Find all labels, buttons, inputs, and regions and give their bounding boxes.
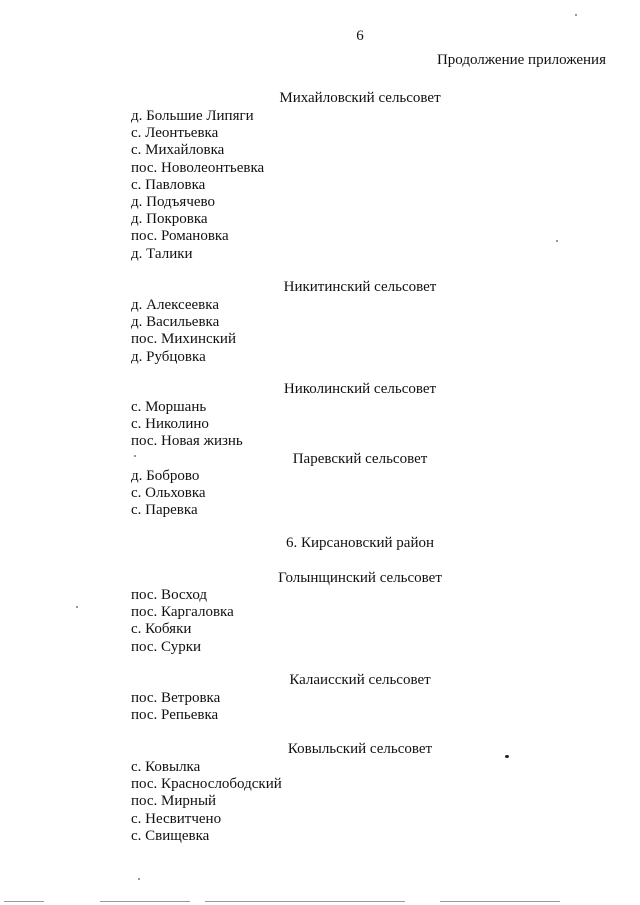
list-item: пос. Репьевка [131, 707, 219, 724]
settlement-list-nikitinsky [131, 297, 236, 366]
list-item: с. Михайловка [131, 142, 225, 159]
list-item: с. Леонтьевка [131, 125, 219, 142]
section-heading-parevsky: Паревский сельсовет [292, 451, 428, 467]
settlement-list-mikhailovsky [131, 108, 264, 263]
list-item: пос. Восход [131, 587, 208, 603]
settlement-list-parevsky [131, 468, 206, 520]
list-item: д. Большие Липяги [131, 108, 254, 124]
list-item: д. Покровка [131, 211, 208, 228]
settlement-list-kalaissky [131, 690, 220, 724]
list-item: пос. Михинский [131, 331, 236, 348]
list-item: д. Талики [131, 245, 193, 262]
list-item: пос. Мирный [131, 793, 217, 810]
settlement-list-kovylsky [131, 759, 282, 845]
scan-speck [134, 455, 136, 457]
list-item: с. Моршань [131, 399, 207, 415]
section-heading-kovylsky: Ковыльский сельсовет [287, 741, 433, 757]
list-item: д. Боброво [131, 468, 200, 484]
section-heading-kalaissky: Калаисский сельсовет [289, 672, 431, 688]
list-item: пос. Новолеонтьевка [131, 159, 265, 176]
settlement-list-golynshchinsky [131, 587, 234, 656]
section-heading-mikhailovsky: Михайловский сельсовет [279, 90, 441, 106]
settlement-list-nikolinsky [131, 399, 243, 451]
list-item: пос. Ветровка [131, 690, 221, 706]
list-item: с. Ковылка [131, 759, 201, 775]
scan-edge-line [4, 901, 44, 902]
section-heading-nikitinsky: Никитинский сельсовет [283, 279, 437, 295]
scan-edge-line [440, 901, 560, 902]
list-item: с. Несвитчено [131, 810, 222, 827]
list-item: с. Кобяки [131, 621, 192, 638]
list-item: с. Паревка [131, 502, 198, 519]
scan-speck [76, 606, 78, 608]
page-number: 6 [356, 28, 364, 44]
list-item: с. Свищевка [131, 827, 210, 844]
list-item: пос. Сурки [131, 638, 202, 655]
scan-speck [138, 878, 140, 880]
list-item: д. Алексеевка [131, 297, 219, 313]
scan-speck [505, 755, 509, 758]
scan-speck [556, 240, 558, 242]
section-heading-golynshchinsky: Голынщинский сельсовет [278, 570, 442, 586]
continuation-note: Продолжение приложения [436, 52, 606, 68]
list-item: пос. Каргаловка [131, 604, 234, 621]
list-item: пос. Романовка [131, 228, 229, 245]
list-item: с. Николино [131, 416, 209, 433]
list-item: д. Рубцовка [131, 348, 206, 365]
scan-edge-line [205, 901, 405, 902]
list-item: пос. Новая жизнь [131, 433, 243, 450]
scan-edge-line [100, 901, 190, 902]
list-item: пос. Краснослободский [131, 776, 282, 793]
section-heading-nikolinsky: Николинский сельсовет [283, 381, 437, 397]
list-item: д. Подъячево [131, 194, 216, 211]
district-heading-kirsanovsky: 6. Кирсановский район [285, 535, 434, 551]
list-item: с. Ольховка [131, 485, 206, 502]
list-item: с. Павловка [131, 176, 206, 193]
list-item: д. Васильевка [131, 314, 220, 331]
scan-speck [575, 14, 577, 16]
